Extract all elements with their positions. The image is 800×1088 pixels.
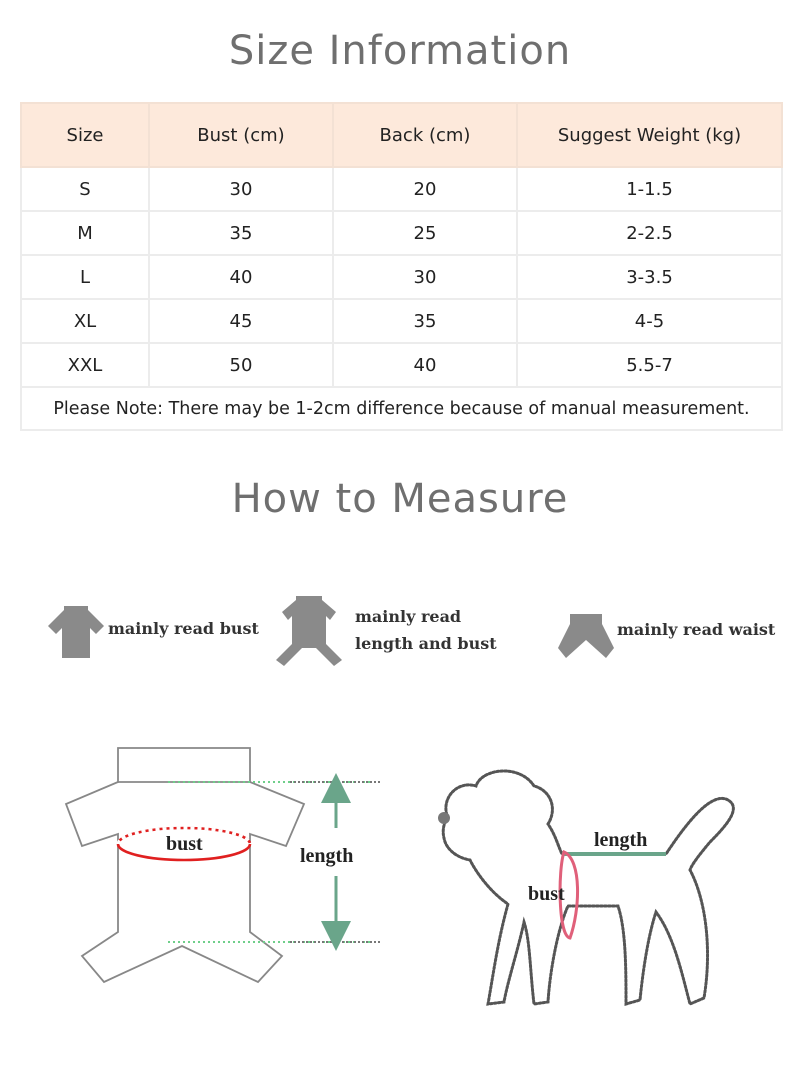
cell-weight: 4-5 (517, 299, 782, 343)
cell-size: XL (21, 299, 149, 343)
table-row (21, 211, 782, 255)
shirt-icon (46, 604, 106, 660)
cell-bust: 35 (149, 211, 333, 255)
dog-length-label: length (594, 829, 648, 851)
measurement-note: Please Note: There may be 1-2cm difference because of manual measurement. (21, 387, 782, 430)
garment-outline (66, 748, 304, 982)
cell-bust: 40 (149, 255, 333, 299)
size-information-title: Size Information (228, 28, 572, 74)
table-row (21, 255, 782, 299)
dog-measure-diagram (430, 760, 760, 1020)
cell-bust: 50 (149, 343, 333, 387)
cell-size: S (21, 167, 149, 211)
column-header-weight: Suggest Weight (kg) (517, 103, 782, 167)
table-row (21, 343, 782, 387)
legend-length-bust-label-line1: mainly read (355, 607, 462, 626)
table-header-row (21, 103, 782, 167)
dog-outline (443, 771, 733, 1004)
garment-length-label: length (300, 845, 354, 867)
cell-weight: 1-1.5 (517, 167, 782, 211)
legend-bust-label: mainly read bust (108, 619, 259, 638)
cell-back: 25 (333, 211, 517, 255)
pants-icon (556, 612, 616, 660)
cell-weight: 5.5-7 (517, 343, 782, 387)
size-table (20, 102, 783, 431)
legend-waist-label: mainly read waist (617, 620, 776, 639)
cell-back: 20 (333, 167, 517, 211)
cell-back: 35 (333, 299, 517, 343)
table-row (21, 167, 782, 211)
cell-weight: 2-2.5 (517, 211, 782, 255)
cell-back: 40 (333, 343, 517, 387)
dog-bust-label: bust (528, 883, 565, 905)
cell-bust: 30 (149, 167, 333, 211)
cell-size: XXL (21, 343, 149, 387)
cell-size: L (21, 255, 149, 299)
cell-weight: 3-3.5 (517, 255, 782, 299)
garment-measure-diagram (60, 742, 390, 992)
garment-bust-label: bust (166, 833, 203, 855)
cell-back: 30 (333, 255, 517, 299)
legend-length-bust-label-line2: length and bust (355, 634, 497, 653)
table-row (21, 299, 782, 343)
column-header-size: Size (21, 103, 149, 167)
dog-nose-icon (438, 812, 450, 824)
column-header-bust: Bust (cm) (149, 103, 333, 167)
table-note-row (21, 387, 782, 430)
jumpsuit-icon (274, 594, 344, 668)
how-to-measure-title: How to Measure (231, 476, 569, 522)
cell-bust: 45 (149, 299, 333, 343)
column-header-back: Back (cm) (333, 103, 517, 167)
cell-size: M (21, 211, 149, 255)
